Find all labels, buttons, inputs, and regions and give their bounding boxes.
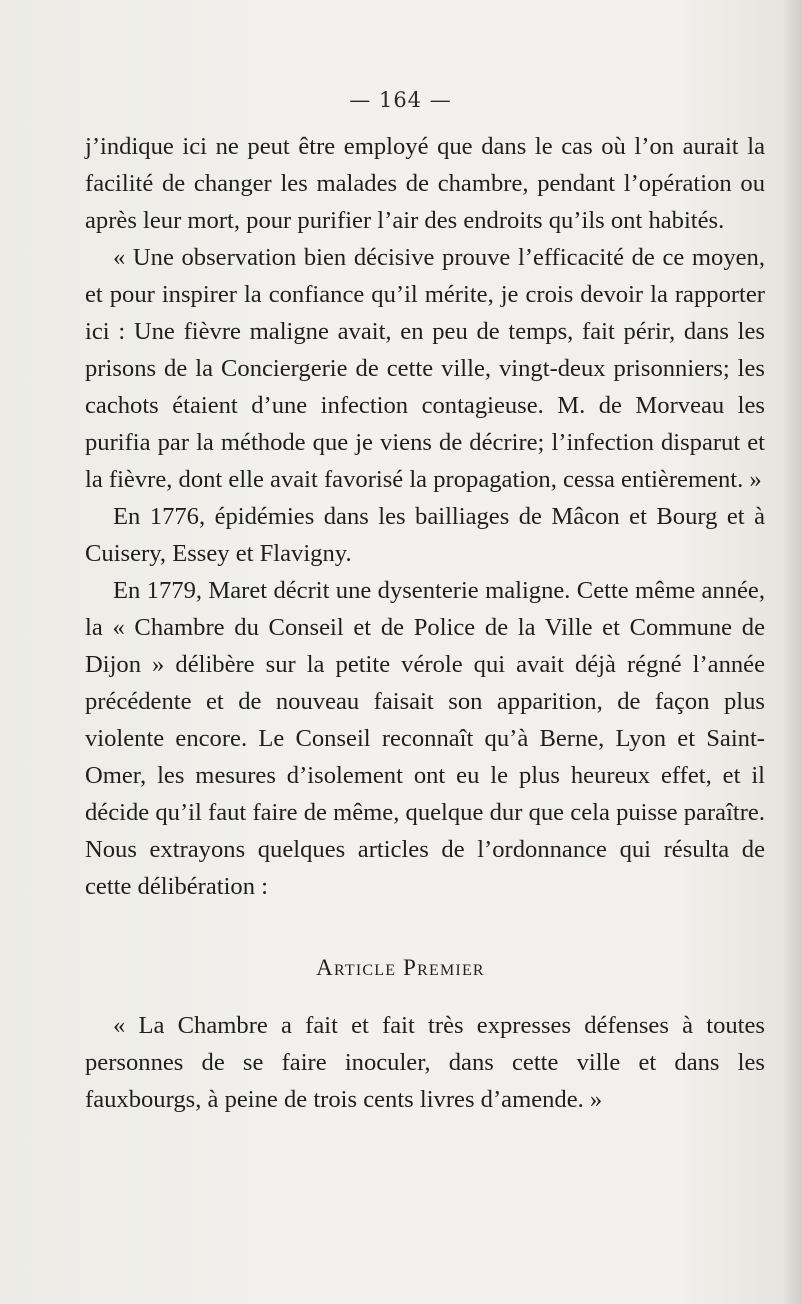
page-edge-shadow [783,0,801,1304]
paragraph-observation: « Une observation bien décisive prouve l’efficacité de ce moyen, et pour inspirer la confiance qu’il mérite, je crois devoir la rapporter ici : Une fièvre maligne avait, en peu de temps, fait périr, dans les prisons de la Conciergerie de cette ville, vingt-deux prisonniers; les cachots étaient d’une infection contagieuse. M. de Morveau les purifia par la méthode que je viens de décrire; l’infection disparut et la fièvre, dont elle avait favorisé la propagation, cessa entièrement. » [85,244,765,493]
body-text [85,128,765,905]
page-number: — 164 — [349,88,452,112]
article-body [85,1007,765,1118]
article-paragraph: « La Chambre a fait et fait très expresses défenses à toutes personnes de se faire inoculer, dans cette ville et dans les fauxbourgs, à peine de trois cents livres d’amende. » [85,1012,765,1113]
article-heading: Article Premier [316,955,485,980]
paragraph-continuation: j’indique ici ne peut être employé que dans le cas où l’on aurait la facilité de changer les malades de chambre, pendant l’opération ou après leur mort, pour purifier l’air des endroits qu’ils ont habités. [85,133,765,234]
paragraph-1776: En 1776, épidémies dans les bailliages de Mâcon et Bourg et à Cuisery, Essey et Flavigny. [85,503,765,567]
paragraph-1779: En 1779, Maret décrit une dysenterie maligne. Cette même année, la « Chambre du Conseil et de Police de la Ville et Commune de Dijon » délibère sur la petite vérole qui avait déjà régné l’année précédente et de nouveau faisait son apparition, de façon plus violente encore. Le Conseil reconnaît qu’à Berne, Lyon et Saint-Omer, les mesures d’isolement ont eu le plus heureux effet, et il décide qu’il faut faire de même, quelque dur que cela puisse paraître. Nous extrayons quelques articles de l’ordonnance qui résulta de cette délibération : [85,577,765,900]
